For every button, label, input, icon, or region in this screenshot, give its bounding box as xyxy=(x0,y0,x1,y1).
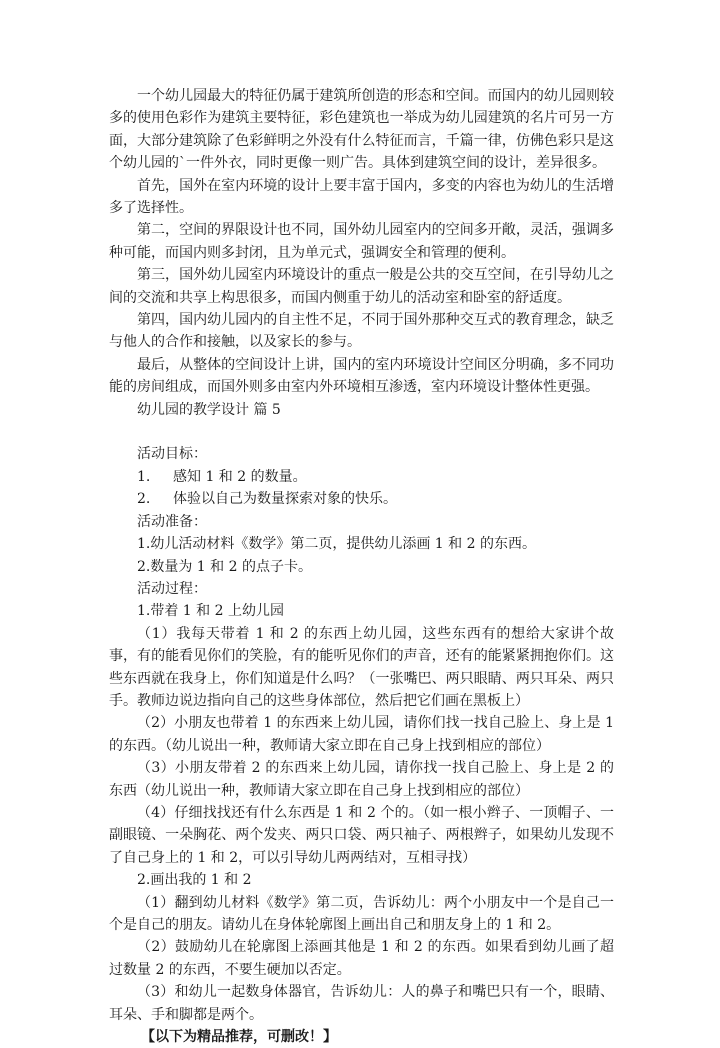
intro-paragraph-1: 一个幼儿园最大的特征仍属于建筑所创造的形态和空间。而国内的幼儿园则较多的使用色彩作为建筑主要特征，彩色建筑也一举成为幼儿园建筑的名片可另一方面，大部分建筑除了色彩鲜明之外没有什么特征而言，千篇一律，仿佛色彩只是这个幼儿园的`一件外衣，同时更像一则广告。具体到建筑空间的设计，差异很多。 xyxy=(109,88,614,172)
intro-paragraph-3: 第二，空间的界限设计也不同，国外幼儿园室内的空间多开敞，灵活，强调多种可能，而国内则多封闭，且为单元式，强调安全和管理的便利。 xyxy=(109,222,614,261)
goal-item-1 xyxy=(109,466,614,488)
goal-item-2 xyxy=(109,488,614,510)
goal-number: 1. xyxy=(137,468,151,485)
intro-paragraph-5: 第四，国内幼儿园内的自主性不足，不同于国外那种交互式的教育理念，缺乏与他人的合作和接触，以及家长的参与。 xyxy=(109,312,614,351)
step1-item-2: （2）小朋友也带着 1 的东西来上幼儿园，请你们找一找自己脸上、身上是 1 的东西。（幼儿说出一种，教师请大家立即在自己身上找到相应的部位） xyxy=(109,715,614,754)
prep-label: 活动准备： xyxy=(137,513,207,530)
goal-text: 感知 1 和 2 的数量。 xyxy=(173,468,307,485)
prep-item-1: 1.幼儿活动材料《数学》第二页，提供幼儿添画 1 和 2 的东西。 xyxy=(137,536,536,553)
process-label: 活动过程： xyxy=(137,580,207,597)
section-title: 幼儿园的教学设计 篇 5 xyxy=(137,401,281,418)
goal-number: 2. xyxy=(137,491,151,508)
step1-item-1: （1）我每天带着 1 和 2 的东西上幼儿园，这些东西有的想给大家讲个故事，有的能看见你们的笑脸，有的能听见你们的声音，还有的能紧紧拥抱你们。这些东西就在我身上，你们知道是什么吗？（一张嘴巴、两只眼睛、两只耳朵、两只手。教师边说边指向自己的这些身体部位，然后把它们画在黑板上） xyxy=(109,625,614,709)
goal-text: 体验以自己为数量探索对象的快乐。 xyxy=(173,491,397,508)
step2-item-3: （3）和幼儿一起数身体器官，告诉幼儿：人的鼻子和嘴巴只有一个，眼睛、耳朵、手和脚都是两个。 xyxy=(109,984,614,1023)
step2-title: 2.画出我的 1 和 2 xyxy=(137,872,252,889)
intro-paragraph-4: 第三，国外幼儿园室内环境设计的重点一般是公共的交互空间，在引导幼儿之间的交流和共享上构思很多，而国内侧重于幼儿的活动室和卧室的舒适度。 xyxy=(109,267,614,306)
blank-line xyxy=(109,421,614,443)
step1-item-3: （3）小朋友带着 2 的东西来上幼儿园，请你找一找自己脸上、身上是 2 的东西（幼儿说出一种，教师请大家立即在自己身上找到相应的部位） xyxy=(109,760,614,799)
intro-paragraph-6: 最后，从整体的空间设计上讲，国内的室内环境设计空间区分明确，多不同功能的房间组成，而国外则多由室内外环境相互渗透，室内环境设计整体性更强。 xyxy=(109,356,614,396)
step1-item-4: （4）仔细找找还有什么东西是 1 和 2 个的。（如一根小辫子、一顶帽子、一副眼镜、一朵胸花、两个发夹、两只口袋、两只袖子、两根辫子，如果幼儿发现不了自己身上的 1 和 2，可以引导幼儿两两结对，互相寻找） xyxy=(109,804,614,866)
goals-label: 活动目标： xyxy=(137,446,207,463)
prep-item-2: 2.数量为 1 和 2 的点子卡。 xyxy=(137,558,312,575)
step2-item-2: （2）鼓励幼儿在轮廓图上添画其他是 1 和 2 的东西。如果看到幼儿画了超过数量 2 的东西，不要生硬加以否定。 xyxy=(109,939,614,978)
step1-title: 1.带着 1 和 2 上幼儿园 xyxy=(137,603,284,620)
intro-paragraph-2: 首先，国外在室内环境的设计上要丰富于国内，多变的内容也为幼儿的生活增多了选择性。 xyxy=(109,177,614,217)
document-page xyxy=(109,85,614,1048)
promo-note: 【以下为精品推荐，可删改！】 xyxy=(141,1029,337,1046)
step2-item-1: （1）翻到幼儿材料《数学》第二页，告诉幼儿：两个小朋友中一个是自己一个是自己的朋友。请幼儿在身体轮廓图上画出自己和朋友身上的 1 和 2。 xyxy=(109,894,614,934)
